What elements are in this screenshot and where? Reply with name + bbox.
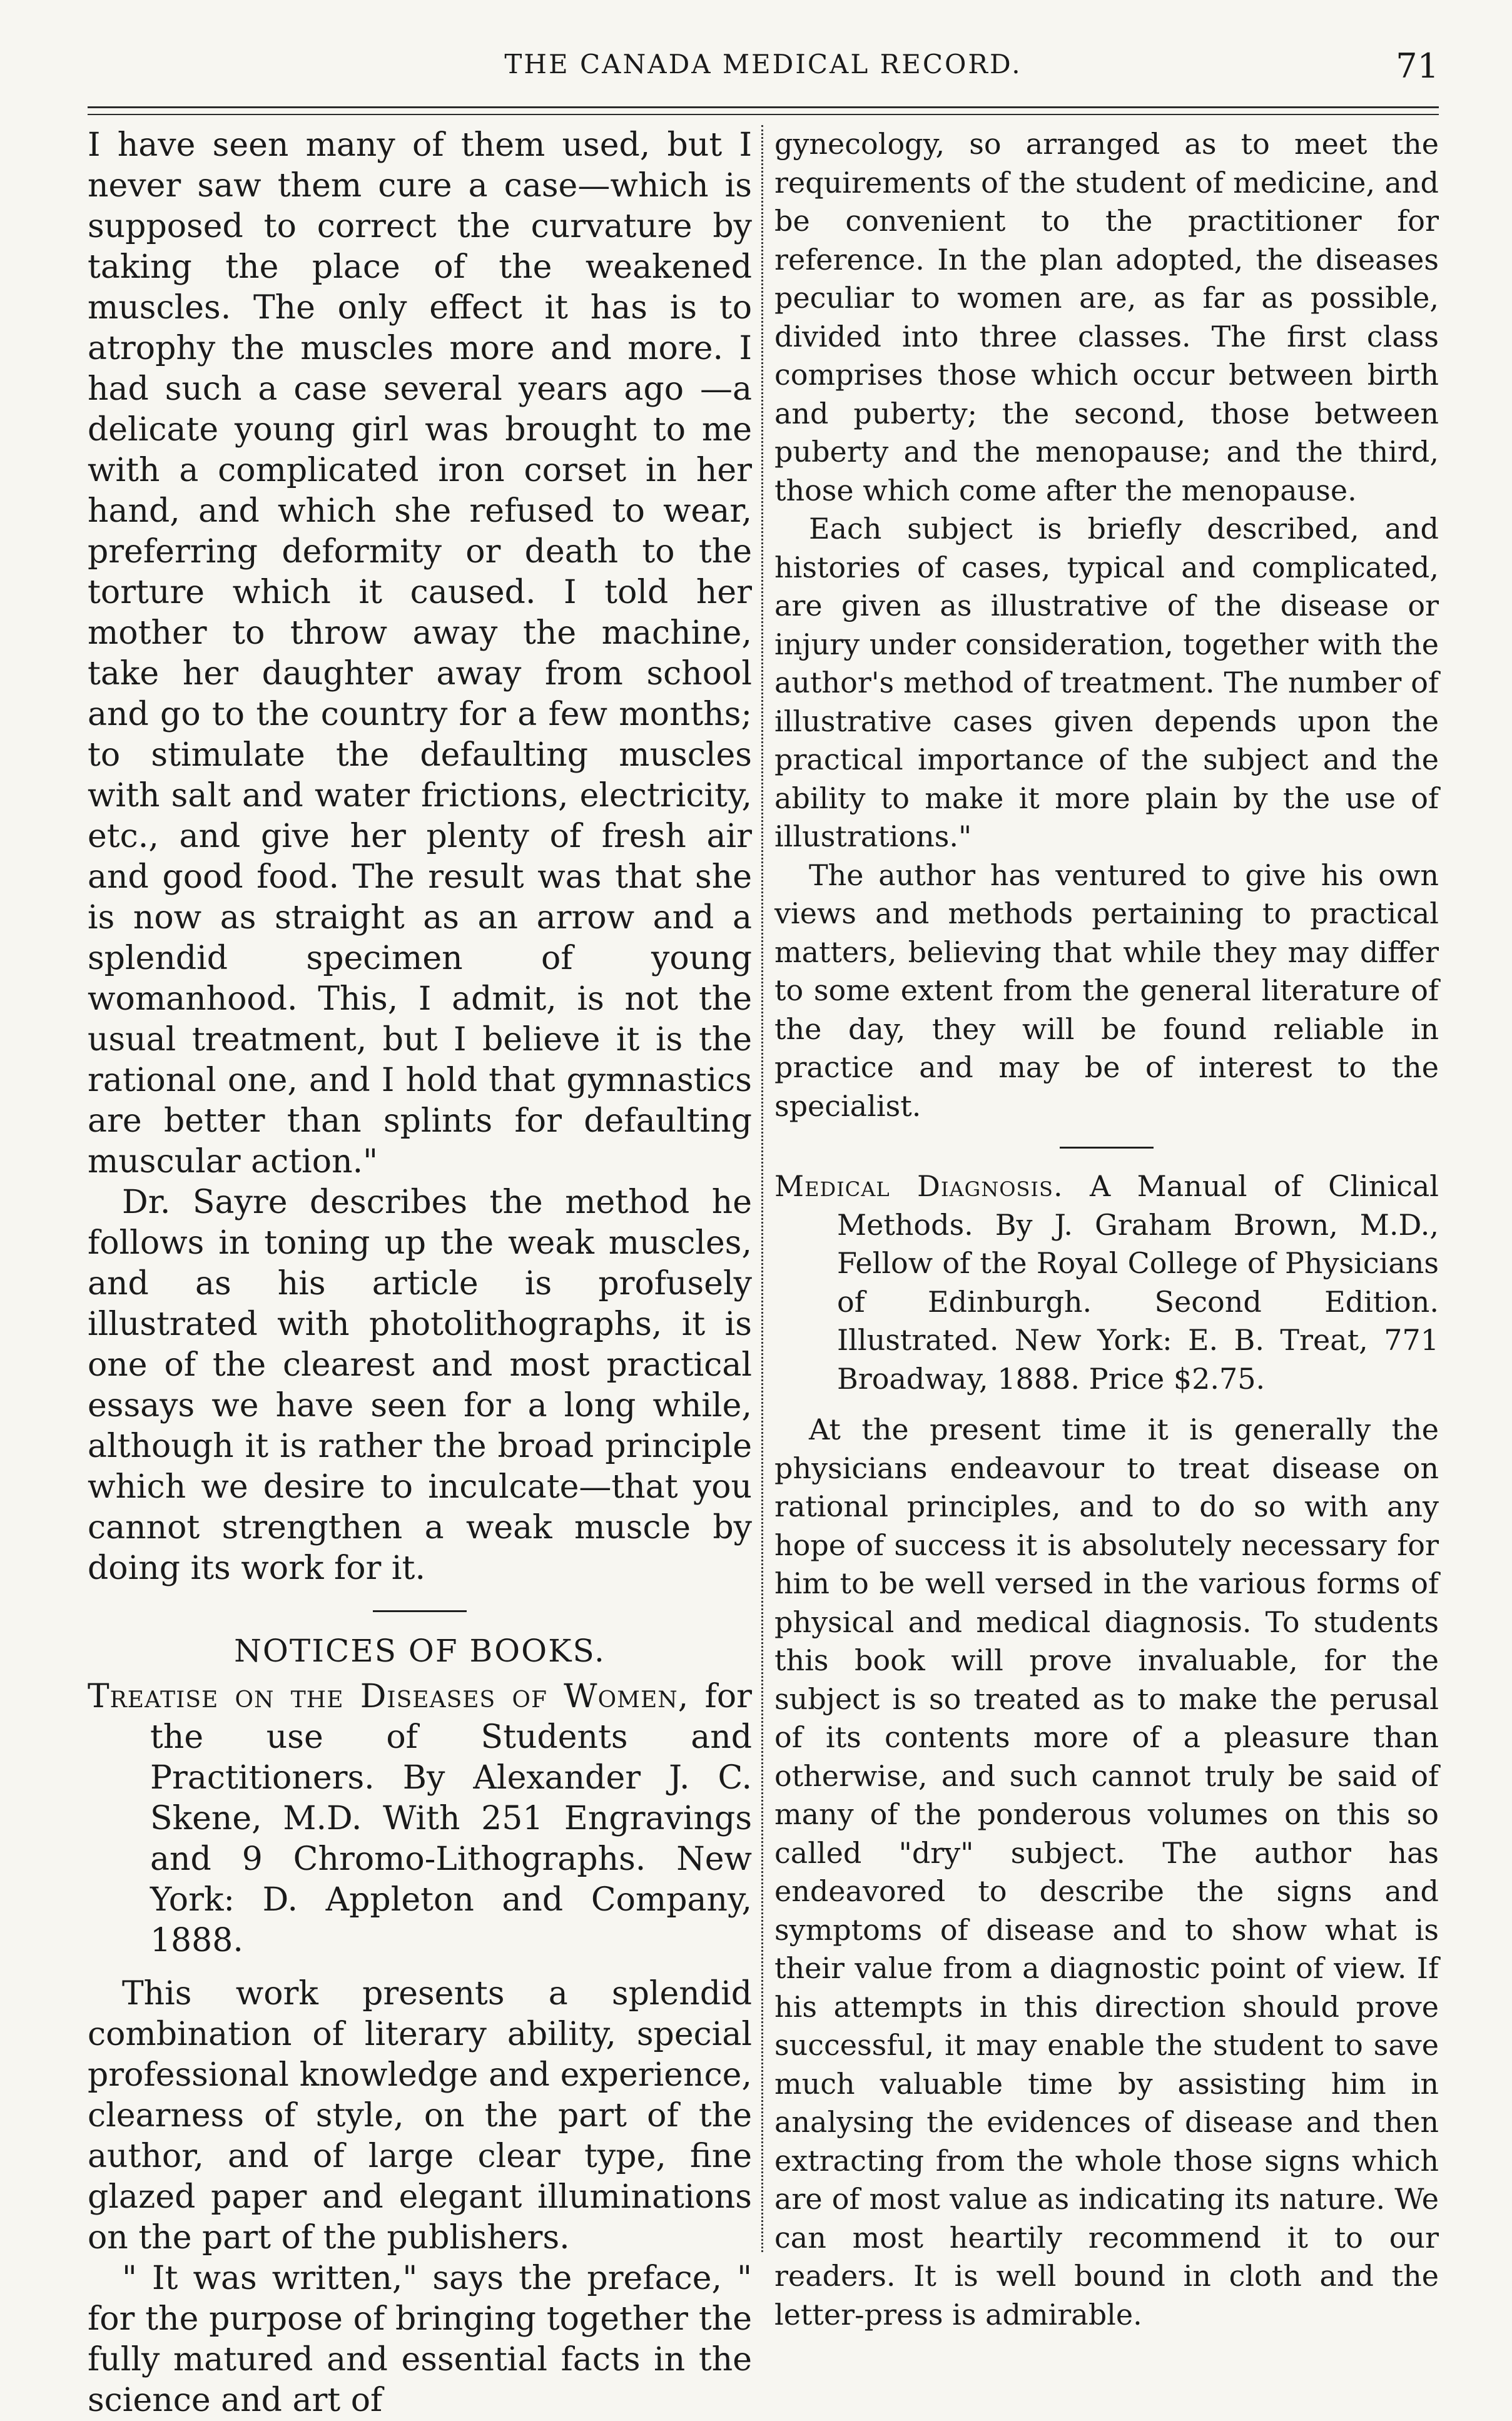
page-header <box>88 46 1439 96</box>
header-rule-bottom <box>88 114 1439 115</box>
book-entry <box>88 1677 752 1961</box>
page-number: 71 <box>1396 46 1439 86</box>
book-details: for the use of Students and Practitioners. By Alexander J. C. Skene, M.D. With 251 Engravings and 9 Chromo-Lithographs. New York: D. Appleton and Company, 1888. <box>150 1678 753 1959</box>
section-title: NOTICES OF BOOKS. <box>234 1633 606 1669</box>
paragraph: I have seen many of them used, but I never saw them cure a case—which is supposed to correct the curvature by taking the place of the weakened muscles. The only effect it has is to atrophy the muscles more and more. I had such a case several years ago —a delicate young girl was brought to me with a complicated iron corset in her hand, and which she refused to wear, preferring deformity or death to the torture which it caused. I told her mother to throw away the machine, take her daughter away from school and go to the country for a few months; to stimulate the defaulting muscles with salt and water frictions, electricity, etc., and give her plenty of fresh air and good food. The result was that she is now as straight as an arrow and a splendid specimen of young womanhood. This, I admit, is not the usual treatment, but I believe it is the rational one, and I hold that gymnastics are better than splints for defaulting muscular action." <box>88 126 752 1180</box>
book-title: Treatise on the Diseases of Women, <box>88 1678 689 1715</box>
left-column <box>88 125 753 2419</box>
paragraph: This work presents a splendid combination of literary ability, special professional knowledge and experience, clearness of style, on the part of the author, and of large clear type, fine glazed paper and elegant illuminations on the part of the publishers. <box>88 1975 752 2256</box>
running-title: THE CANADA MEDICAL RECORD. <box>504 49 1022 79</box>
header-rule-top <box>88 106 1439 108</box>
right-column <box>774 125 1439 2332</box>
paragraph: Dr. Sayre describes the method he follows in toning up the weak muscles, and as his article is profusely illustrated with photolithographs, it is one of the clearest and most practical essays we have seen for a long while, although it is rather the broad principle which we desire to inculcate—that you cannot strengthen a weak muscle by doing its work for it. <box>88 1184 752 1587</box>
book-entry <box>774 1167 1439 1398</box>
section-divider <box>1060 1147 1154 1149</box>
book-details: A Manual of Clinical Methods. By J. Graham Brown, M.D., Fellow of the Royal College of Physicians of Edinburgh. Second Edition. Illustrated. New York: E. B. Treat, 771 Broadway, 1888. Price $2.75. <box>837 1169 1439 1396</box>
book-title: Medical Diagnosis. <box>774 1169 1063 1203</box>
paragraph: Each subject is briefly described, and histories of cases, typical and complicated, are given as illustrative of the disease or injury under consideration, together with the author's method of treatment. The number of illustrative cases given depends upon the practical importance of the subject and the ability to make it more plain by the use of illustrations." <box>774 512 1439 853</box>
paragraph: At the present time it is generally the physicians endeavour to treat disease on rational principles, and to do so with any hope of success it is absolutely necessary for him to be well versed in the various forms of physical and medical diagnosis. To students this book will prove invaluable, for the subject is so treated as to make the perusal of its contents more of a pleasure than otherwise, and such cannot truly be said of many of the ponderous volumes on this so called "dry" subject. The author has endeavored to describe the signs and symptoms of disease and to show what is their value from a diagnostic point of view. If his attempts in this direction should prove successful, it may enable the student to save much valuable time by assisting him in analysing the evidences of disease and then extracting from the whole those signs which are of most value as indicating its nature. We can most heartily recommend it to our readers. It is well bound in cloth and the letter-press is admirable. <box>774 1413 1439 2332</box>
section-divider <box>373 1610 467 1612</box>
paragraph: " It was written," says the preface, " for the purpose of bringing together the fully matured and essential facts in the science and art of <box>88 2260 752 2419</box>
column-divider <box>761 125 763 2252</box>
paragraph: gynecology, so arranged as to meet the requirements of the student of medicine, and be convenient to the practitioner for reference. In the plan adopted, the diseases peculiar to women are, as far as possible, divided into three classes. The first class comprises those which occur between birth and puberty; the second, those between puberty and the menopause; and the third, those which come after the menopause. <box>774 127 1439 507</box>
paragraph: The author has ventured to give his own views and methods pertaining to practical matters, believing that while they may differ to some extent from the general literature of the day, they will be found reliable in practice and may be of interest to the specialist. <box>774 858 1439 1123</box>
